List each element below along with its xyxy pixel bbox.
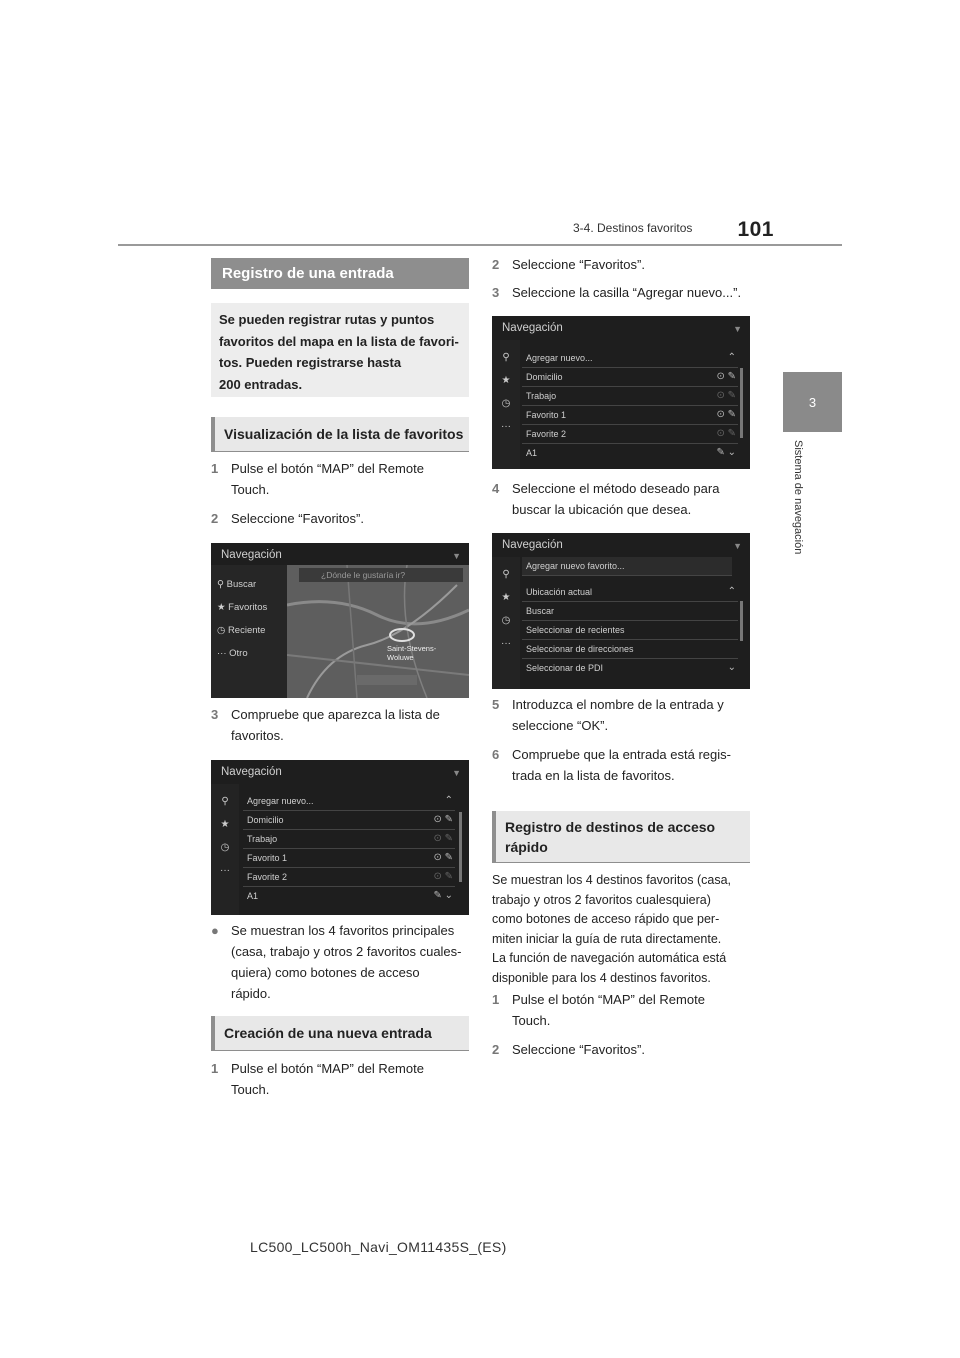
list-item[interactable]: Seleccionar de PDI ⌄ bbox=[522, 659, 738, 678]
header-rule bbox=[118, 244, 842, 246]
step-text: Pulse el botón “MAP” del Remote bbox=[231, 1061, 424, 1076]
step-text: Pulse el botón “MAP” del Remote bbox=[512, 992, 705, 1007]
list-item[interactable]: Favorite 2 ⊙ ✎ bbox=[243, 868, 455, 887]
heading-line: rápido bbox=[505, 839, 548, 855]
search-icon[interactable]: ⚲ bbox=[502, 569, 510, 580]
more-icon[interactable]: ··· bbox=[501, 638, 511, 649]
search-icon[interactable]: ⚲ bbox=[221, 796, 229, 807]
map-label: Saint-Stevens- Woluwe bbox=[387, 644, 437, 662]
step-4-right bbox=[492, 478, 754, 520]
star-icon[interactable]: ★ bbox=[220, 819, 230, 830]
step-number: 1 bbox=[492, 992, 500, 1007]
intro-box bbox=[211, 303, 469, 397]
intro-line: Se pueden registrar rutas y puntos bbox=[219, 312, 435, 327]
screen-map bbox=[211, 543, 469, 698]
step-number: 5 bbox=[492, 697, 500, 712]
clock-icon[interactable]: ◷ bbox=[501, 615, 511, 626]
list-item[interactable]: Domicilio ⊙ ✎ bbox=[243, 811, 455, 830]
scrollbar[interactable] bbox=[459, 812, 462, 882]
list-item[interactable]: Agregar nuevo... ⌃ bbox=[522, 349, 738, 368]
list-item[interactable]: Seleccionar de direcciones bbox=[522, 640, 738, 659]
map-view[interactable] bbox=[287, 565, 469, 698]
chapter-tab bbox=[783, 372, 842, 432]
step-1 bbox=[211, 458, 471, 500]
para-line: La función de navegación automática está bbox=[492, 951, 727, 965]
screen-title: Navegación bbox=[502, 322, 563, 334]
step-number: 3 bbox=[492, 285, 500, 300]
clock-icon[interactable]: ◷ bbox=[220, 842, 230, 853]
intro-line: 200 entradas. bbox=[219, 376, 303, 392]
chapter-title: Sistema de navegación bbox=[792, 440, 804, 555]
list-item[interactable]: A1 ✎ ⌄ bbox=[243, 887, 455, 906]
screen-favorites-right bbox=[492, 316, 750, 469]
step-text: Pulse el botón “MAP” del Remote bbox=[231, 461, 424, 476]
map-graphic bbox=[287, 565, 469, 698]
step-2-rapido bbox=[492, 1039, 754, 1060]
side-rail bbox=[211, 784, 239, 915]
step-3-right bbox=[492, 282, 762, 303]
side-rail bbox=[492, 557, 520, 689]
para-line: trabajo y otros 2 favoritos cualesquiera) bbox=[492, 892, 711, 907]
step-1-rapido bbox=[492, 989, 754, 1031]
heading-line: Registro de destinos de acceso bbox=[505, 819, 716, 835]
step-number: 1 bbox=[211, 461, 219, 476]
subheading-visualizacion: Visualización de la lista de favoritos bbox=[211, 417, 469, 452]
chapter-number: 3 bbox=[808, 394, 817, 410]
signal-icon: ▼ bbox=[733, 324, 742, 334]
scrollbar[interactable] bbox=[740, 368, 743, 438]
para-line: Se muestran los 4 destinos favoritos (casa, bbox=[492, 873, 732, 887]
step-1-create bbox=[211, 1058, 471, 1100]
signal-icon: ▼ bbox=[452, 768, 461, 778]
screen-title: Navegación bbox=[221, 549, 282, 561]
step-number: 2 bbox=[492, 1042, 500, 1057]
map-menu bbox=[211, 565, 287, 698]
menu-otro[interactable]: ··· Otro bbox=[217, 648, 248, 659]
intro-line: tos. Pueden registrarse hasta bbox=[219, 355, 402, 370]
list-item[interactable]: Seleccionar de recientes bbox=[522, 621, 738, 640]
screen-new-favorite bbox=[492, 533, 750, 689]
star-icon[interactable]: ★ bbox=[501, 592, 511, 603]
list-item[interactable]: Ubicación actual ⌃ bbox=[522, 583, 738, 602]
step-text: Touch. bbox=[231, 482, 270, 497]
edit-icon: ⊙ ✎ bbox=[433, 852, 453, 863]
list-item[interactable]: Favorito 1 ⊙ ✎ bbox=[522, 406, 738, 425]
page-number: 101 bbox=[737, 218, 774, 241]
clock-icon[interactable]: ◷ bbox=[501, 398, 511, 409]
para-line: miten iniciar la guía de ruta directamente. bbox=[492, 931, 722, 946]
chevron-up-icon: ⌃ bbox=[444, 795, 453, 806]
bullet-text: Se muestran los 4 favoritos principales bbox=[231, 923, 455, 938]
edit-icon: ⊙ ✎ bbox=[716, 390, 736, 401]
edit-icon: ✎ ⌄ bbox=[716, 447, 736, 458]
para-line: como botones de acceso rápido que per- bbox=[492, 912, 720, 926]
step-text: Touch. bbox=[512, 1013, 551, 1028]
step-text: Seleccione la casilla “Agregar nuevo...”. bbox=[512, 285, 742, 300]
edit-icon: ⊙ ✎ bbox=[716, 409, 736, 420]
menu-reciente[interactable]: ◷ Reciente bbox=[217, 625, 266, 636]
bullet-text: rápido. bbox=[231, 986, 271, 1001]
list-item[interactable]: Buscar bbox=[522, 602, 738, 621]
edit-icon: ⊙ ✎ bbox=[433, 814, 453, 825]
step-text: seleccione “OK”. bbox=[512, 718, 609, 733]
list-item[interactable]: Trabajo ⊙ ✎ bbox=[522, 387, 738, 406]
star-icon[interactable]: ★ bbox=[501, 375, 511, 386]
search-icon[interactable]: ⚲ bbox=[502, 352, 510, 363]
bullet-text: quiera) como botones de acceso bbox=[231, 965, 420, 980]
step-text: Compruebe que aparezca la lista de bbox=[231, 707, 440, 722]
list-item[interactable]: Trabajo ⊙ ✎ bbox=[243, 830, 455, 849]
scrollbar[interactable] bbox=[740, 601, 743, 641]
step-text: Seleccione “Favoritos”. bbox=[512, 257, 645, 272]
search-bar[interactable]: ¿Dónde le gustaría ir? bbox=[299, 568, 463, 582]
more-icon[interactable]: ··· bbox=[220, 865, 230, 876]
intro-line: favoritos del mapa en la lista de favori- bbox=[219, 333, 459, 349]
para-line: disponible para los 4 destinos favoritos. bbox=[492, 970, 711, 985]
screen-favorites bbox=[211, 760, 469, 915]
edit-icon: ⊙ ✎ bbox=[433, 833, 453, 844]
bullet-icon: ● bbox=[211, 923, 219, 938]
step-text: Introduzca el nombre de la entrada y bbox=[512, 697, 724, 712]
step-number: 2 bbox=[211, 511, 219, 526]
list-item[interactable]: Agregar nuevo... ⌃ bbox=[243, 792, 455, 811]
step-2 bbox=[211, 508, 471, 529]
bullet-text: (casa, trabajo y otros 2 favoritos cuales- bbox=[231, 944, 462, 959]
edit-icon: ⊙ ✎ bbox=[716, 428, 736, 439]
list-item[interactable]: Favorite 2 ⊙ ✎ bbox=[522, 425, 738, 444]
bullet-note bbox=[211, 920, 473, 1004]
rapido-paragraph bbox=[492, 871, 754, 988]
chevron-up-icon: ⌃ bbox=[727, 586, 736, 597]
side-rail bbox=[492, 340, 520, 469]
menu-favoritos[interactable]: ★ Favoritos bbox=[217, 602, 268, 613]
step-number: 2 bbox=[492, 257, 500, 272]
edit-icon: ⊙ ✎ bbox=[716, 371, 736, 382]
edit-icon: ✎ ⌄ bbox=[433, 890, 453, 901]
list-item[interactable]: Domicilio ⊙ ✎ bbox=[522, 368, 738, 387]
menu-buscar[interactable]: ⚲ Buscar bbox=[217, 579, 257, 590]
step-number: 1 bbox=[211, 1061, 219, 1076]
edit-icon: ⊙ ✎ bbox=[433, 871, 453, 882]
signal-icon: ▼ bbox=[733, 541, 742, 551]
name-input[interactable]: Agregar nuevo favorito... bbox=[522, 557, 732, 576]
section-heading-registro: Registro de una entrada bbox=[211, 258, 469, 289]
list-item[interactable]: A1 ✎ ⌄ bbox=[522, 444, 738, 463]
step-text: Touch. bbox=[231, 1082, 270, 1097]
step-text: Seleccione “Favoritos”. bbox=[512, 1042, 645, 1057]
step-number: 6 bbox=[492, 747, 500, 762]
step-6-right bbox=[492, 744, 754, 786]
chevron-up-icon: ⌃ bbox=[727, 352, 736, 363]
more-icon[interactable]: ··· bbox=[501, 421, 511, 432]
step-5-right bbox=[492, 694, 754, 736]
step-text: buscar la ubicación que desea. bbox=[512, 502, 692, 517]
signal-icon: ▼ bbox=[452, 551, 461, 561]
step-number: 4 bbox=[492, 481, 500, 496]
chevron-down-icon: ⌄ bbox=[727, 662, 736, 673]
step-text: trada en la lista de favoritos. bbox=[512, 768, 675, 783]
step-text: Compruebe que la entrada está regis- bbox=[512, 747, 731, 762]
subheading-rapido bbox=[492, 811, 750, 863]
step-text: Seleccione “Favoritos”. bbox=[231, 511, 364, 526]
screen-title: Navegación bbox=[502, 539, 563, 551]
step-text: favoritos. bbox=[231, 728, 284, 743]
subheading-creacion: Creación de una nueva entrada bbox=[211, 1016, 469, 1051]
list-item[interactable]: Favorito 1 ⊙ ✎ bbox=[243, 849, 455, 868]
step-text: Seleccione el método deseado para bbox=[512, 481, 720, 496]
step-2-right bbox=[492, 254, 752, 275]
screen-title: Navegación bbox=[221, 766, 282, 778]
step-3 bbox=[211, 704, 471, 746]
footer-code: LC500_LC500h_Navi_OM11435S_(ES) bbox=[250, 1239, 507, 1255]
section-title: 3-4. Destinos favoritos bbox=[573, 221, 693, 235]
step-number: 3 bbox=[211, 707, 219, 722]
